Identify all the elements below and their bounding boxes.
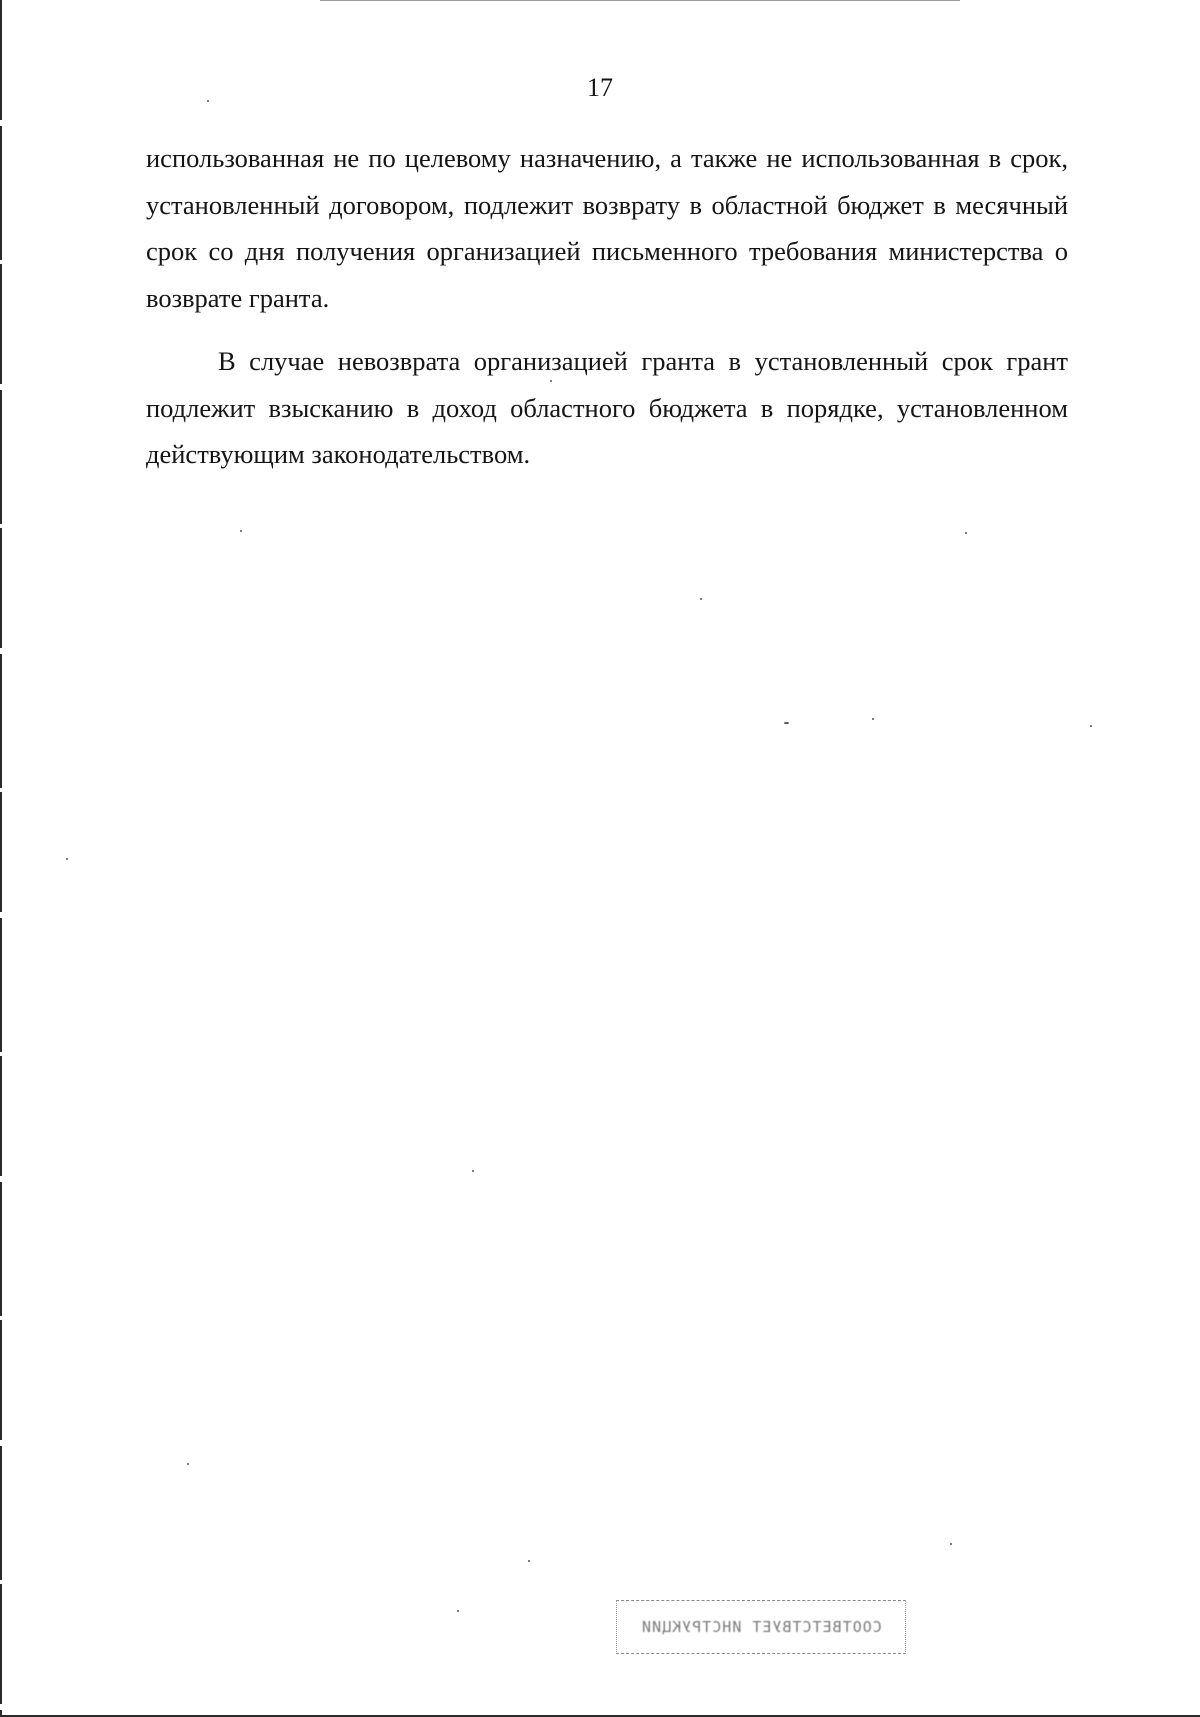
scan-speck xyxy=(965,532,967,534)
scan-speck xyxy=(1090,725,1092,727)
scan-edge-top xyxy=(320,0,960,1)
scan-speck xyxy=(700,598,702,600)
page-number: 17 xyxy=(587,73,613,102)
scan-edge-left xyxy=(0,0,2,1717)
verification-stamp xyxy=(616,1600,906,1654)
scan-speck xyxy=(187,1463,189,1465)
scan-speck xyxy=(950,1543,952,1545)
scan-speck xyxy=(784,722,789,724)
scan-speck xyxy=(240,530,242,532)
scan-speck xyxy=(457,1610,459,1612)
paragraph-grant-return: использованная не по целевому назначению, а также не использованная в срок, установленный договором, подлежит возврату в областной бюджет в месячный срок со дня получения организацией письменного требования министерства о возврате гранта. xyxy=(146,143,1068,313)
scan-speck xyxy=(528,1560,530,1562)
scan-speck xyxy=(872,718,874,720)
paragraph-grant-recovery: В случае невозврата организацией гранта в установленный срок грант подлежит взысканию в доход областного бюджета в порядке, установленном действующим законодательством. xyxy=(146,346,1068,469)
stamp-text: СООТВЕТСТВУЕТ ИНСТРУКЦИИ xyxy=(640,1618,882,1636)
document-body xyxy=(146,135,1068,478)
scan-speck xyxy=(66,858,68,860)
scan-speck xyxy=(472,1170,474,1172)
